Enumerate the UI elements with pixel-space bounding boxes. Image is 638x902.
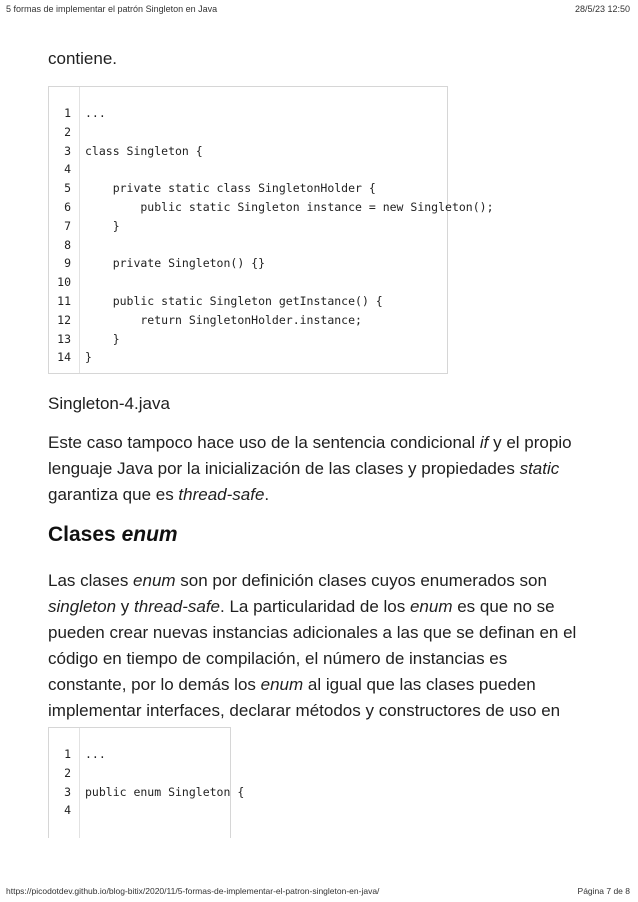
- code-text: public static Singleton instance = new Singleton();: [85, 200, 494, 214]
- code-text: public static Singleton getInstance() {: [85, 294, 383, 308]
- code-line: [49, 745, 230, 764]
- paragraph-enum-classes: Las clases enum son por definición clases cuyos enumerados son singleton y thread-safe. La particularidad de los enum es que no se pueden crear nuevas instancias adicionales a las que se definan en el código en tiempo de compilación, el número de instancias es constante, por lo demás los enum al igual que las clases pueden implementar interfaces, declarar métodos y constructores de uso en: [48, 571, 577, 720]
- line-number: 1: [64, 747, 71, 761]
- line-number: 11: [57, 294, 71, 308]
- code-line: [49, 142, 447, 161]
- code-caption: Singleton-4.java: [48, 394, 170, 413]
- line-number: 7: [64, 218, 71, 233]
- code-line: [49, 198, 494, 217]
- line-number: 5: [64, 181, 71, 196]
- line-number: 9: [64, 256, 71, 271]
- line-number: 4: [64, 162, 71, 177]
- code-text: return SingletonHolder.instance;: [85, 312, 362, 327]
- code-text: private static class SingletonHolder {: [85, 181, 376, 196]
- page-footer-url: https://picodotdev.github.io/blog-bitix/2020/11/5-formas-de-implementar-el-patron-singleton-en-java/: [6, 886, 380, 896]
- line-number: 4: [64, 803, 71, 818]
- line-number: 3: [64, 143, 71, 158]
- continuation-text: contiene.: [48, 49, 117, 68]
- code-line: [49, 217, 447, 236]
- code-line: [49, 311, 447, 330]
- line-number: 3: [64, 784, 71, 799]
- code-text: }: [85, 331, 120, 346]
- code-line: [49, 783, 245, 802]
- paragraph-thread-safe: Este caso tampoco hace uso de la sentencia condicional if y el propio lenguaje Java por la inicialización de las clases y propiedades static garantiza que es thread-safe.: [48, 433, 572, 504]
- line-number: 12: [57, 312, 71, 327]
- code-text: ...: [85, 106, 106, 120]
- code-block-enum-singleton: [48, 727, 245, 838]
- code-line: [49, 330, 447, 349]
- line-number: 13: [57, 331, 71, 346]
- code-line: [49, 123, 447, 142]
- page-header-title: 5 formas de implementar el patrón Singleton en Java: [6, 4, 218, 14]
- line-number: 2: [64, 765, 71, 780]
- code-line: [49, 292, 447, 311]
- code-text: public enum Singleton {: [85, 784, 245, 799]
- line-number: 2: [64, 124, 71, 139]
- section-heading-enum: Clases enum: [48, 523, 178, 546]
- code-line: [49, 764, 230, 783]
- code-line: [49, 273, 447, 292]
- page-header-datetime: 28/5/23 12:50: [574, 4, 630, 14]
- code-line: [49, 236, 447, 255]
- code-text: ...: [85, 747, 106, 761]
- code-line: [49, 160, 447, 179]
- code-text: }: [85, 218, 120, 233]
- line-number: 1: [64, 106, 71, 120]
- code-block-singleton-holder: [48, 86, 494, 374]
- line-number: 10: [57, 275, 71, 290]
- code-text: private Singleton() {}: [85, 256, 266, 271]
- code-line: [49, 104, 447, 123]
- line-number: 6: [64, 200, 71, 214]
- line-number: 14: [57, 350, 71, 365]
- code-text: }: [85, 350, 92, 365]
- code-line: [49, 348, 447, 367]
- code-text: class Singleton {: [85, 143, 203, 158]
- code-line: [49, 179, 447, 198]
- code-line: [49, 801, 230, 820]
- code-line: [49, 254, 447, 273]
- page-footer-page-number: Página 7 de 8: [577, 886, 630, 896]
- line-number: 8: [64, 237, 71, 252]
